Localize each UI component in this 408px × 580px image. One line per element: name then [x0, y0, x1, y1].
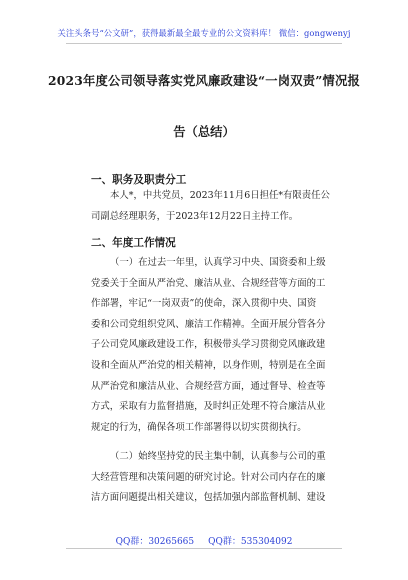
- paragraph-line: 设和全面从严治党的相关精神，以身作则，特别是在全面: [91, 359, 326, 371]
- footer-qq-groups: [0, 534, 408, 547]
- paragraph-line: 党委关于全面从严治党、廉洁从业、合规经营等方面的工: [91, 277, 326, 289]
- footer-qq-group-1: QQ群：30265665: [115, 537, 195, 547]
- footer-qq-group-2: QQ群：535304092: [208, 537, 293, 547]
- document-title-line-1: 2023年度公司领导落实党风廉政建设“一岗双责”情况报: [47, 73, 360, 88]
- paragraph-line: 司副总经理职务，于2023年12月22日主持工作。: [91, 210, 299, 222]
- paragraph-line: 委和公司党组织党风、廉洁工作精神。全面开展分管各分: [91, 318, 326, 330]
- section-heading-annual-work: 二、年度工作情况: [91, 237, 176, 249]
- header-divider: [66, 43, 342, 44]
- paragraph-line: 从严治党和廉洁从业、合规经营方面，通过督导、检查等: [91, 380, 326, 392]
- paragraph-line: 大经营管理和决策问题的研究讨论。针对公司内存在的廉: [91, 471, 326, 483]
- paragraph-line: 作部署，牢记“一岗双责”的使命，深入贯彻中央、国资: [91, 298, 317, 310]
- paragraph-line: 规定的行为，确保各项工作部署得以切实贯彻执行。: [91, 421, 307, 433]
- paragraph-work-1: [91, 253, 326, 438]
- document-title-line-2: 告（总结）: [173, 124, 235, 139]
- paragraph-line: 方式，采取有力监督措施，及时纠正处理不符合廉洁从业: [91, 401, 326, 413]
- paragraph-line: （一）在过去一年里，认真学习中央、国资委和上级: [110, 257, 326, 268]
- section-heading-duties: 一、职务及职责分工: [91, 174, 187, 186]
- footer-divider: [66, 548, 342, 549]
- paragraph-line: 子公司党风廉政建设工作，积极带头学习贯彻党风廉政建: [91, 339, 326, 351]
- paragraph-line: 洁方面问题提出相关建议，包括加强内部监督机制、建设: [91, 492, 326, 504]
- paragraph-duties: [91, 186, 330, 227]
- header-promo-note: 关注头条号“公文研”，获得最新最全最专业的公文资料库！ 微信：gongwenyj: [57, 28, 351, 38]
- paragraph-work-2: [91, 447, 326, 509]
- paragraph-line: 本人*，中共党员，2023年11月6日担任*有限责任公: [110, 190, 330, 201]
- paragraph-line: （二）始终坚持党的民主集中制，认真参与公司的重: [110, 451, 326, 462]
